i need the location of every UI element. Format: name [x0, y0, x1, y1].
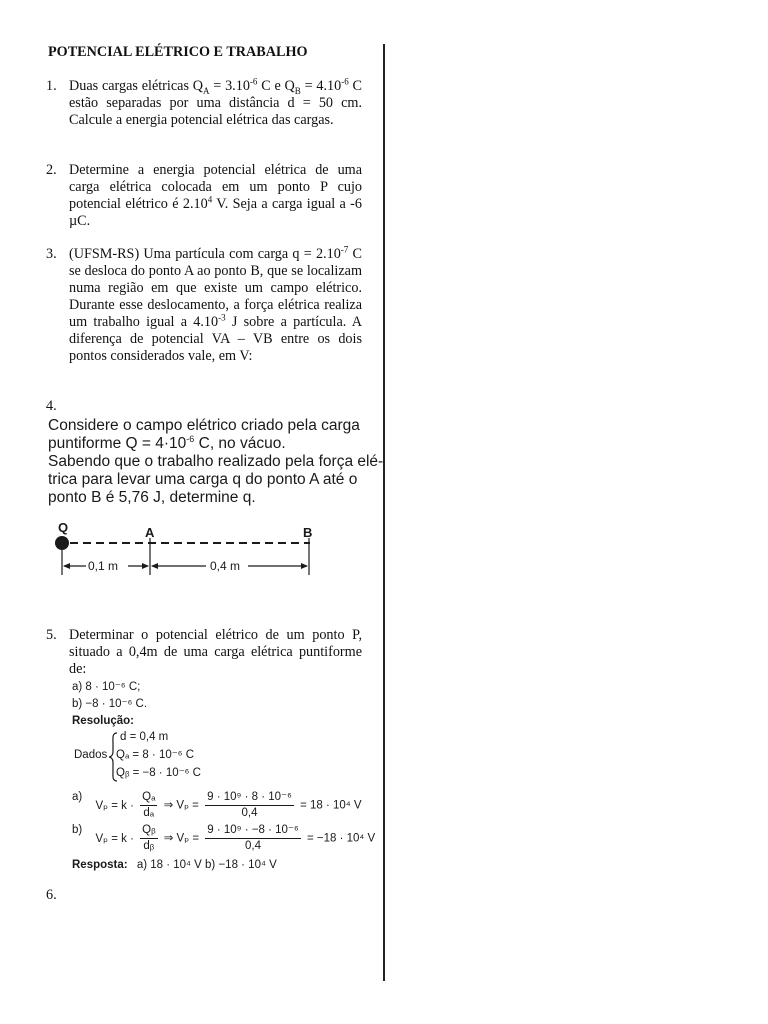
charge-distance-diagram: [48, 520, 338, 580]
given-qb: Qᵦ = −8 · 10⁻⁶ C: [116, 767, 201, 779]
dados-label: Dados: [74, 749, 108, 761]
question-number: 4.: [46, 398, 57, 414]
given-d: d = 0,4 m: [120, 731, 169, 743]
label-b: B: [303, 525, 313, 540]
question-1: [46, 78, 362, 148]
page-title: POTENCIAL ELÉTRICO E TRABALHO: [48, 44, 308, 60]
question-text: Determinar o potencial elétrico de um ponto P, situado a 0,4m de uma carga elétrica puntiforme de:: [69, 627, 362, 677]
option-b: b) −8 · 10⁻⁶ C.: [72, 698, 148, 710]
calc-b: b) Vₚ = k · $\frac{\text{Qᵦ}}{\text{dᵦ}}$ ⇒ Vₚ = $\frac{\text{9 · 10⁹ · −8 · 10⁻⁶}}{0,4}$ = −18 · 10⁴ V: [72, 824, 376, 852]
given-qa: Qₐ = 8 · 10⁻⁶ C: [116, 749, 195, 761]
label-q: Q: [58, 520, 69, 535]
resolution-title: Resolução:: [72, 715, 134, 727]
question-text: Duas cargas elétricas $Q_A = 3.10^{-6}$ C e $Q_B = 4.10^{-6}$ C estão separadas por uma distância d = 50 cm. Calcule a energia potencial elétrica das cargas.: [69, 76, 362, 128]
answer-line: Resposta: a) 18 · 10⁴ V b) −18 · 10⁴ V: [72, 859, 277, 871]
label-a: A: [145, 525, 155, 540]
question-5: [46, 627, 362, 679]
question-text: Determine a energia potencial elétrica de uma carga elétrica colocada em um ponto P cujo potencial elétrico é 2.10$^4$ V. Seja a carga igual a -6 µC.: [69, 162, 362, 229]
question-text: (UFSM-RS) Uma partícula com carga $q = 2.10^{-7}$ C se desloca do ponto A ao ponto B, que se localizam numa região em que existe um campo elétrico. Durante esse deslocamento, a força elétrica realiza um trabalho igual a $4.10^{-3}$ J sobre a partícula. A diferença de potencial VA – VB entre os dois pontos considerados vale, em V:: [69, 244, 363, 364]
resolution-block: [72, 680, 376, 873]
charge-q-dot: [55, 536, 69, 550]
question-number: 3.: [46, 246, 57, 262]
given-data: [72, 730, 372, 784]
question-4-scanned-text: Considere o campo elétrico criado pela carga puntiforme $Q = 4\cdot 10^{-6}$ C, no vácuo. Sabendo que o trabalho realizado pela força elé- trica para levar uma carga q do ponto A até o ponto B é 5,76 J, determine q.: [48, 417, 384, 506]
question-number: 2.: [46, 162, 57, 178]
option-a: a) 8 · 10⁻⁶ C;: [72, 681, 141, 693]
question-number: 1.: [46, 78, 57, 94]
calc-a: a) Vₚ = k · $\frac{\text{Qₐ}}{\text{dₐ}}$ ⇒ Vₚ = $\frac{\text{9 · 10⁹ · 8 · 10⁻⁶}}{0,4}$ = 18 · 10⁴ V: [72, 791, 362, 819]
question-2: [46, 162, 362, 232]
question-number: 6.: [46, 887, 57, 903]
distance-qa-label: 0,1 m: [88, 559, 119, 573]
question-number: 5.: [46, 627, 57, 643]
distance-ab-label: 0,4 m: [210, 559, 241, 573]
column-divider: [383, 44, 385, 981]
question-3: [46, 246, 362, 386]
